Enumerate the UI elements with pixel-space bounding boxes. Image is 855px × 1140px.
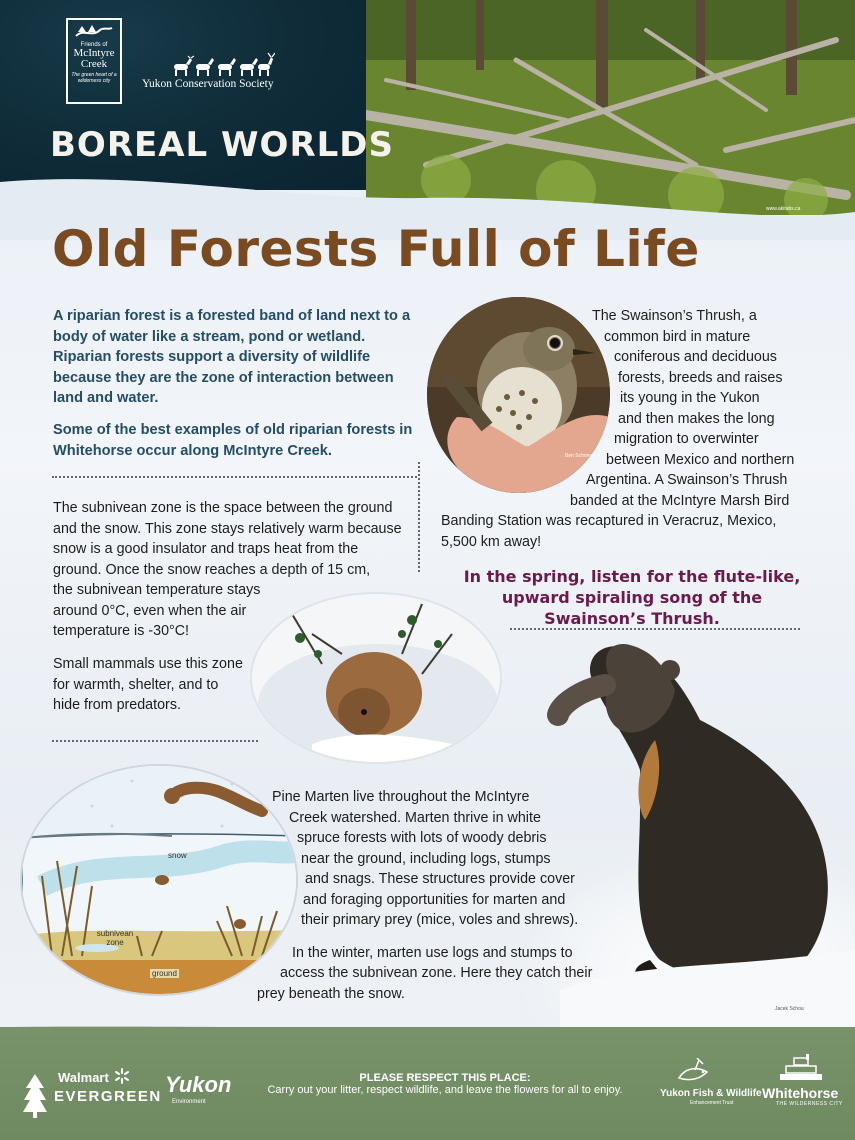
marten-text-line: their primary prey (mice, voles and shrews). xyxy=(301,912,579,928)
marten-text-line: access the subnivean zone. Here they catch their xyxy=(280,965,593,981)
marten-text-line: In the winter, marten use logs and stumps to xyxy=(292,945,573,961)
thrush-text-line: Argentina. A Swainson’s Thrush xyxy=(586,472,788,488)
marten-text-line: and foraging opportunities for marten and xyxy=(303,892,566,908)
text-line: the subnivean temperature stays xyxy=(53,582,261,598)
caribou-icon xyxy=(170,52,275,78)
thrush-photo xyxy=(427,297,610,493)
thrush-text-line: 5,500 km away! xyxy=(441,534,542,550)
photo-credit: Jacek Schou xyxy=(775,1006,804,1012)
divider-dotted xyxy=(52,476,417,478)
diagram-label-subnivean: subnivean zone xyxy=(96,929,134,947)
text-line: The subnivean zone is the space between the ground xyxy=(53,500,393,516)
walmart-logo: Walmart xyxy=(58,1070,109,1085)
thrush-text-line: its young in the Yukon xyxy=(620,390,760,406)
respect-message: Carry out your litter, respect wildlife, and leave the flowers for all to enjoy. xyxy=(267,1084,623,1096)
sternwheeler-icon xyxy=(776,1054,826,1086)
logo-line2: McIntyre Creek xyxy=(73,47,115,70)
intro-paragraph: A riparian forest is a forested band of land next to a body of water like a stream, pond or wetland. Riparian forests support a diversity of wildlife because they are the zone of interaction between land and water. xyxy=(53,308,411,406)
logo-line1: Friends of xyxy=(80,42,108,48)
fish-wildlife-logo: Yukon Fish & Wildlife xyxy=(660,1088,762,1099)
tree-icon xyxy=(22,1072,48,1118)
subnivean-diagram xyxy=(20,764,298,996)
series-title: BOREAL WORLDS xyxy=(50,125,395,165)
thrush-text-line: between Mexico and northern xyxy=(606,452,795,468)
respect-heading: PLEASE RESPECT THIS PLACE: xyxy=(359,1072,531,1084)
diagram-credit: Tanya Handley xyxy=(226,970,261,988)
logo-tagline: The green heart of a wilderness city xyxy=(71,72,117,84)
photo-credit: www.akitabs.ca xyxy=(766,206,801,212)
text-line: and the snow. This zone stays relatively warm because xyxy=(53,520,402,537)
respect-notice xyxy=(240,1072,650,1096)
yukon-logo: Yukon xyxy=(165,1072,232,1097)
text-line: for warmth, shelter, and to xyxy=(53,676,219,693)
evergreen-logo: EVERGREEN xyxy=(54,1088,162,1105)
intro-highlight: Some of the best examples of old riparian forests in Whitehorse occur along McIntyre Creek. xyxy=(53,422,413,459)
thrush-text-line: forests, breeds and raises xyxy=(618,370,783,386)
small-mammals-paragraph xyxy=(53,654,243,716)
text-line: snow is a good insulator and traps heat from the xyxy=(53,541,359,557)
whitehorse-sub: THE WILDERNESS CITY xyxy=(776,1101,843,1107)
marten-text-line: spruce forests with lots of woody debris xyxy=(297,830,547,846)
diagram-label-snow: snow xyxy=(168,851,187,860)
whitehorse-logo: Whitehorse xyxy=(762,1085,839,1101)
marten-text-line: near the ground, including logs, stumps xyxy=(301,851,551,867)
thrush-text-line: coniferous and deciduous xyxy=(614,349,777,365)
friends-of-mcintyre-creek-logo xyxy=(66,18,122,104)
divider-dotted xyxy=(52,740,258,742)
fish-wildlife-sub: Enhancement Trust xyxy=(690,1100,734,1106)
thrush-text-line: common bird in mature xyxy=(604,329,751,345)
text-line: around 0°C, even when the air xyxy=(53,602,247,619)
diagram-label-ground: ground xyxy=(152,969,177,978)
marten-text-line: Pine Marten live throughout the McIntyre xyxy=(272,789,530,805)
text-line: temperature is -30°C! xyxy=(53,623,190,639)
creek-icon xyxy=(74,24,114,40)
divider-dotted-vertical xyxy=(418,462,420,572)
thrush-callout: In the spring, listen for the flute-like, upward spiraling song of the Swainson’s Thrush. xyxy=(463,567,801,628)
thrush-text-line: Banding Station was recaptured in Veracruz, Mexico, xyxy=(441,513,777,529)
text-line: Small mammals use this zone xyxy=(53,656,243,672)
marten-text-line: and snags. These structures provide cover xyxy=(305,871,575,887)
text-line: ground. Once the snow reaches a depth of 15 cm, xyxy=(53,561,371,578)
photo-credit: Ben Schonewille xyxy=(565,453,602,459)
text-line: hide from predators. xyxy=(53,697,181,713)
thrush-text-line: migration to overwinter xyxy=(614,431,759,447)
page-title: Old Forests Full of Life xyxy=(52,220,700,278)
marten-text-line: prey beneath the snow. xyxy=(257,986,405,1002)
thrush-text-line: banded at the McIntyre Marsh Bird xyxy=(570,493,790,509)
spark-icon xyxy=(114,1068,130,1084)
marten-text-line: Creek watershed. Marten thrive in white xyxy=(289,810,541,826)
photo-credit: Jacek Vidal xyxy=(452,746,478,752)
fish-wildlife-icon xyxy=(675,1058,715,1086)
yukon-environment: Environment xyxy=(172,1099,206,1105)
thrush-text-line: The Swainson’s Thrush, a xyxy=(592,308,757,324)
thrush-text-line: and then makes the long xyxy=(618,411,775,427)
yukon-conservation-society: Yukon Conservation Society xyxy=(142,78,274,90)
